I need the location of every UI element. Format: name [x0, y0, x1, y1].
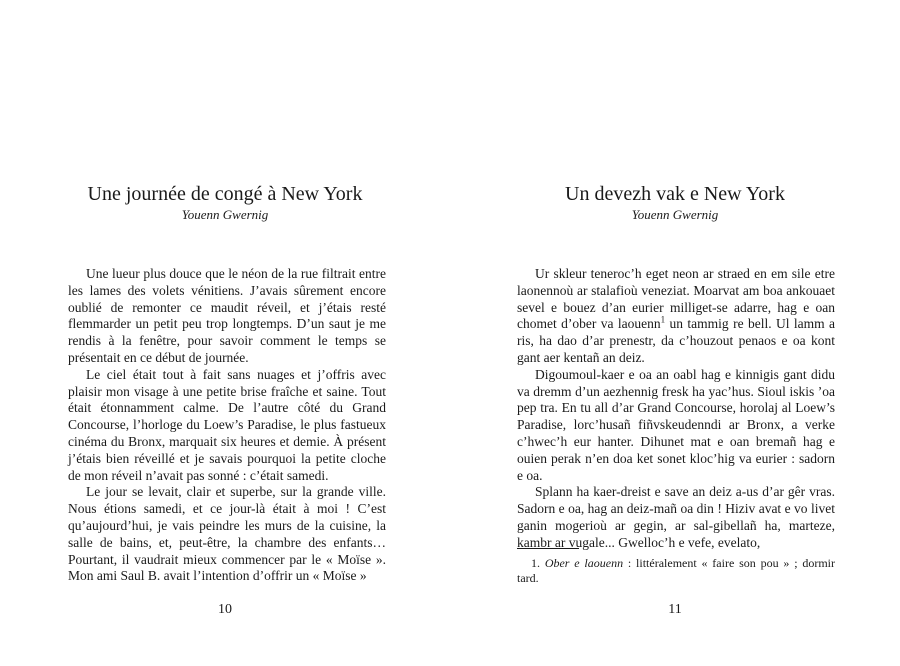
footnote-term: Ober e laouenn: [544, 556, 624, 570]
paragraph-text: Ur skleur teneroc’h eget neon ar straed en em sile etre laonennoù ar stalafioù veneziat. Moarvat am boa ankouaet sevel e bouez d’an eurier milliget-se adarre, hag e oan chomet d’ober va laouenn: [517, 266, 835, 332]
footnote-marker: 1: [660, 314, 666, 325]
paragraph: [517, 266, 835, 367]
paragraph: Une lueur plus douce que le néon de la rue filtrait entre les lames des volets vénitiens. J’avais sûrement encore oublié de remonter ce maudit réveil, et j’étais resté flemmarder un petit peu trop longtemps. D’un saut je me rendis à la fenêtre, pour savoir comment le temps se présentait en ce début de journée.: [68, 266, 386, 365]
paragraph: Le ciel était tout à fait sans nuages et j’offris avec plaisir mon visage à une petite brise fraîche et saine. Tout était étonnamment calme. De l’autre côté du Grand Concourse, l’horloge du Loew’s Paradise, le plus fastueux cinéma du Bronx, marquait six heures et demie. À présent j’étais bien réveillé et je savais pourquoi la petite cloche de mon réveil n’avait pas sonné : c’était samedi.: [68, 366, 386, 483]
footnote-number: 1.: [531, 556, 540, 570]
body-text: [517, 266, 835, 552]
page-number: 11: [668, 602, 682, 617]
paragraph-text: un tammig re bell. Ul lamm a ris, ha dao d’ar prenestr, da c’houzout penaos e oa kont gant aer kentañ an deiz.: [517, 316, 835, 365]
paragraph: Splann ha kaer-dreist e save an deiz a-us d’ar gêr vras. Sadorn e oa, hag an deiz-mañ oa din ! Hiziv avat e vo livet ganin mogerioù ar gegin, ar sal-gibellañ ha, marteze, kambr ar vugale... Gwelloc’h e vefe, evelato,: [517, 484, 835, 550]
footnote-divider: [517, 548, 579, 549]
footnote-text: : littéralement « faire son pou » ; dormir tard.: [517, 556, 835, 585]
author-name: Youenn Gwernig: [631, 207, 719, 222]
page-title: Un devezh vak e New York: [565, 183, 785, 205]
author-name: Youenn Gwernig: [181, 207, 269, 222]
right-page: [450, 0, 900, 666]
body-text: [68, 266, 386, 585]
footnote: [517, 556, 835, 586]
page-number: 10: [218, 602, 232, 617]
page-title: Une journée de congé à New York: [87, 183, 363, 205]
paragraph: Le jour se levait, clair et superbe, sur la grande ville. Nous étions samedi, et ce jour-là était à moi ! C’est qu’aujourd’hui, je vais peindre les murs de la cuisine, la salle de bains, et, peut-être, la chambre des enfants… Pourtant, il vaudrait mieux commencer par le « Moïse ». Mon ami Saul B. avait l’intention d’offrir un « Moïse »: [68, 484, 386, 584]
paragraph: Digoumoul-kaer e oa an oabl hag e kinnigis gant didu va dremm d’un aezhennig fresk ha yac’hus. Sioul iskis ’oa pep tra. En tu all d’ar Grand Concourse, horolaj al Loew’s Paradise, lorc’husañ fiñvskeudenndi ar Bronx, a verke c’hwec’h eur hanter. Dihunet mat e oan bremañ hag e ouien perak n’en doa ket sonet kloc’hig va eurier : sadorn e oa.: [517, 366, 835, 483]
